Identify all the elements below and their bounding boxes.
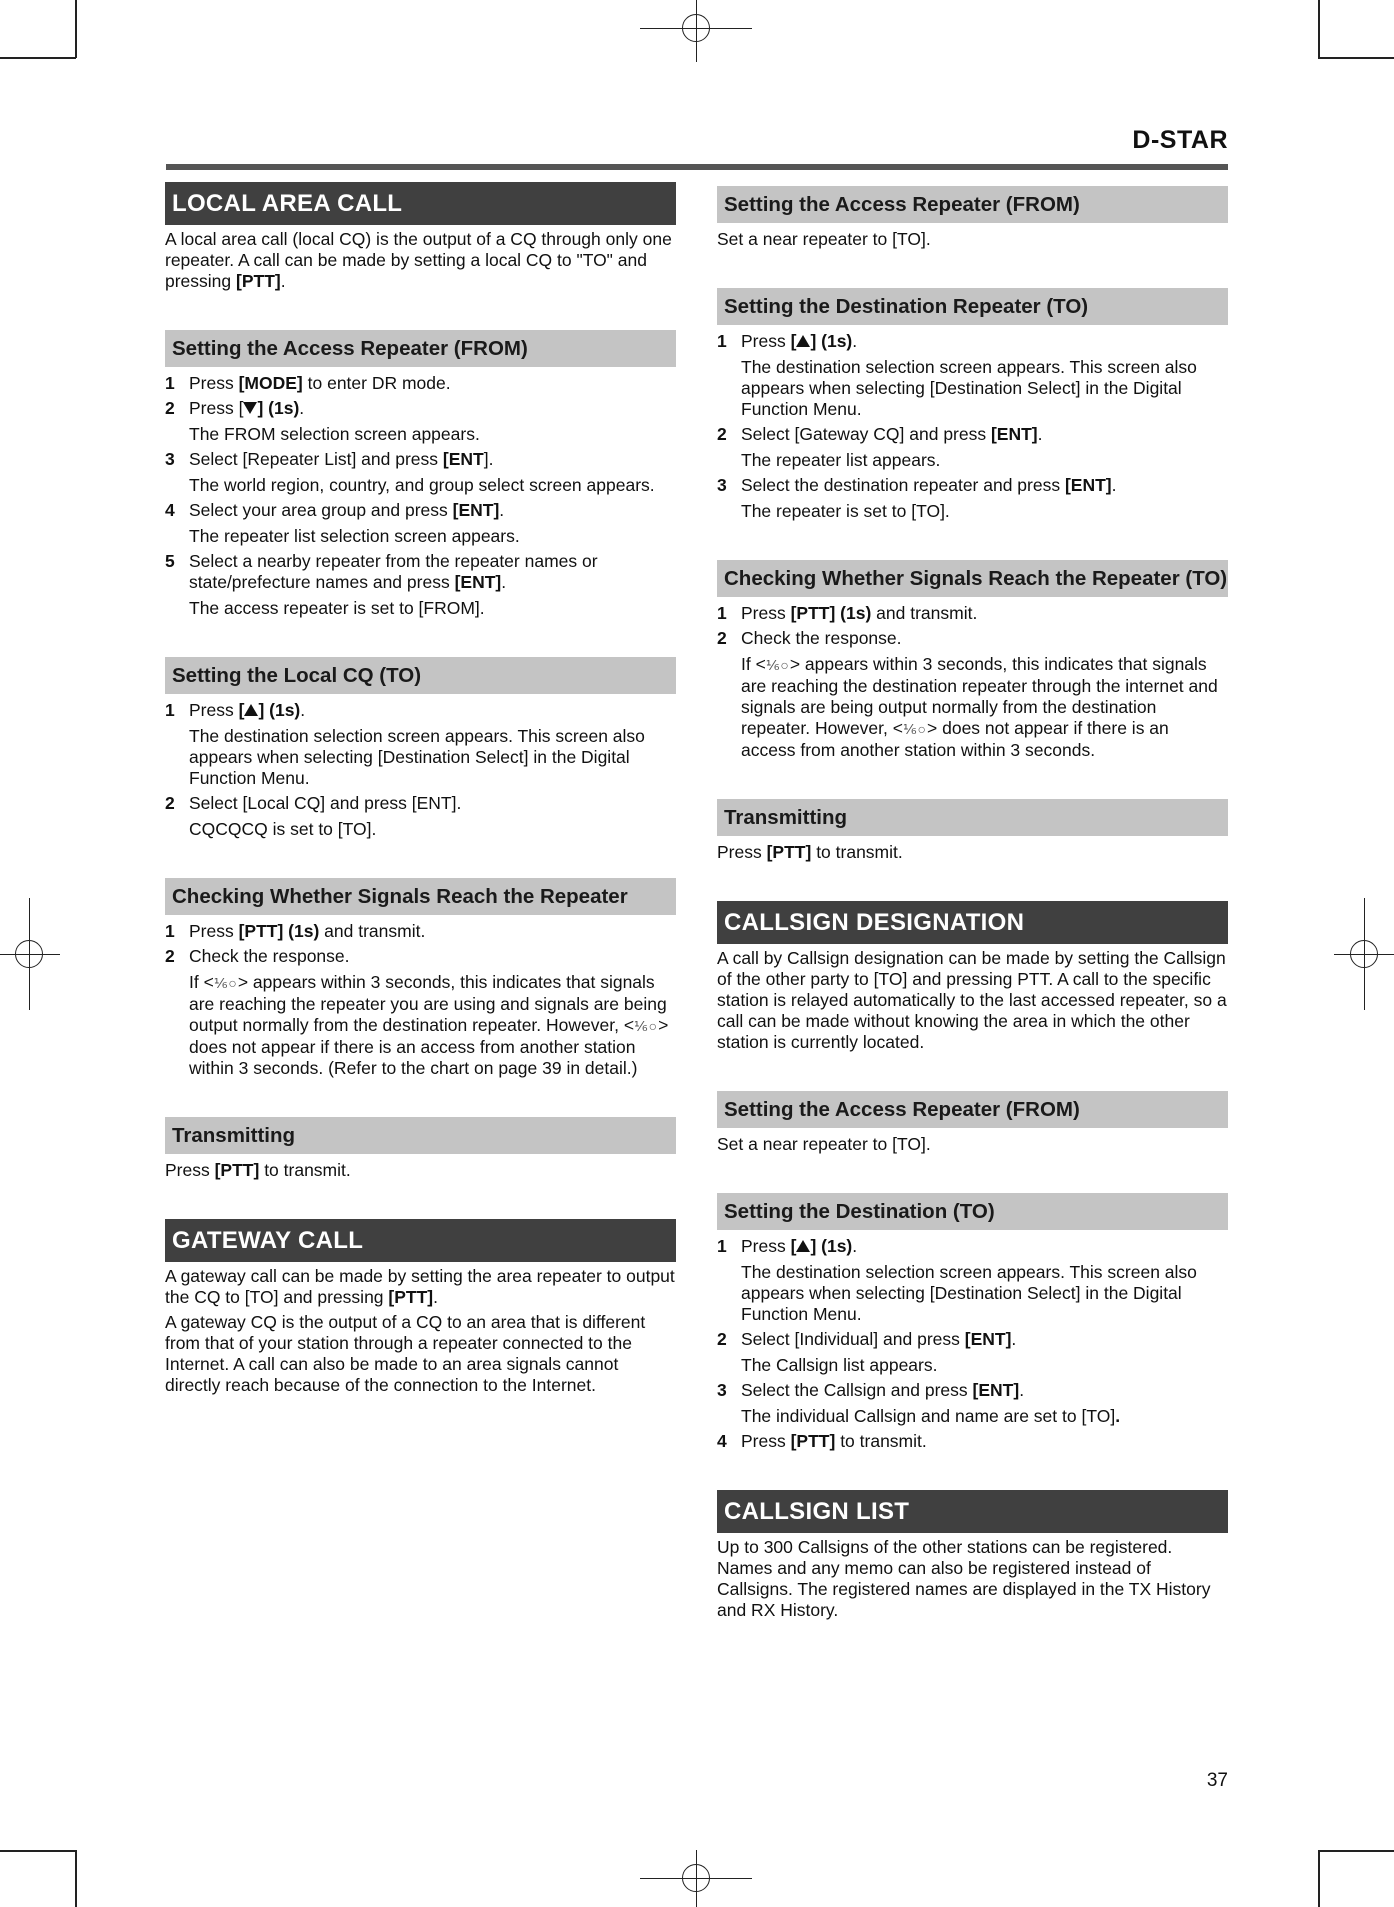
section-gateway-call: [165, 1219, 676, 1396]
section-callsign-list: [717, 1490, 1228, 1621]
step: 1 Press [ ] (1s). The destination selection screen appears. This screen also appears when selecting [Destination Select] in the Digital Function Menu.: [165, 700, 645, 788]
section-transmitting: [165, 1117, 676, 1181]
section-destination: [717, 1193, 1228, 1452]
signal-indicator-icon: ⅙○: [634, 1018, 659, 1034]
section-heading: CALLSIGN LIST: [717, 1490, 1228, 1533]
section-transmitting-right: [717, 799, 1228, 863]
section-text: Set a near repeater to [TO].: [717, 1134, 931, 1154]
section-callsign-designation: [717, 901, 1228, 1053]
step: 1 Press [ ] (1s). The destination selection screen appears. This screen also appears when selecting [Destination Select] in the Digital Function Menu.: [717, 1236, 1197, 1324]
step: 2 Check the response. If <⅙○> appears within 3 seconds, this indicates that signals are reaching the destination repeater through the internet and signals are being output normally from the destination repeater. However, <⅙○> does not appear if there is an access from another station within 3 seconds.: [717, 628, 1218, 760]
section-local-area-call: [165, 182, 676, 292]
section-access-repeater-2: [717, 1091, 1228, 1155]
step: 2 Press [ ] (1s). The FROM selection screen appears.: [165, 398, 480, 444]
step: 3 Select the destination repeater and press [ENT]. The repeater is set to [TO].: [717, 475, 1117, 521]
section-heading: CALLSIGN DESIGNATION: [717, 901, 1228, 944]
step: 3 Select the Callsign and press [ENT]. The individual Callsign and name are set to [TO].: [717, 1380, 1121, 1426]
step: 2 Check the response. If <⅙○> appears within 3 seconds, this indicates that signals are reaching the repeater you are using and signals are being output normally from the destination repeater. However, <⅙○> does not appear if there is an access from another station within 3 seconds. (Refer to the chart on page 39 in detail.): [165, 946, 669, 1078]
section-check-signals-to: [717, 560, 1228, 761]
step: 4 Select your area group and press [ENT]. The repeater list selection screen appears.: [165, 500, 520, 546]
up-arrow-key-icon: [796, 335, 810, 347]
section-check-signals: [165, 878, 676, 1079]
subsection-heading: Setting the Access Repeater (FROM): [717, 186, 1228, 223]
header-rule: [166, 164, 1228, 170]
section-text: A gateway CQ is the output of a CQ to an area that is different from that of your station through a repeater connected to the Internet. A call can also be made to an area signals cannot directly reach because of the connection to the Internet.: [165, 1312, 646, 1395]
step: 1 Press [PTT] (1s) and transmit.: [165, 921, 426, 941]
subsection-heading: Setting the Destination (TO): [717, 1193, 1228, 1230]
signal-indicator-icon: ⅙○: [765, 657, 790, 673]
section-heading: GATEWAY CALL: [165, 1219, 676, 1262]
down-arrow-key-icon: [243, 402, 257, 414]
step-list: [717, 1236, 1228, 1452]
section-text: A gateway call can be made by setting the area repeater to output the CQ to [TO] and pressing [PTT].: [165, 1266, 675, 1307]
section-text: A local area call (local CQ) is the output of a CQ through only one repeater. A call can be made by setting a local CQ to "TO" and pressing [PTT].: [165, 229, 672, 291]
subsection-heading: Setting the Destination Repeater (TO): [717, 288, 1228, 325]
step: 2 Select [Gateway CQ] and press [ENT]. The repeater list appears.: [717, 424, 1043, 470]
up-arrow-key-icon: [244, 704, 258, 716]
section-text: Set a near repeater to [TO].: [717, 229, 931, 249]
step: 4 Press [PTT] to transmit.: [717, 1431, 927, 1451]
right-column: [717, 186, 1228, 1637]
up-arrow-key-icon: [796, 1240, 810, 1252]
step: 1 Press [PTT] (1s) and transmit.: [717, 603, 978, 623]
page-number: 37: [1206, 1770, 1228, 1791]
left-column: [165, 182, 676, 1412]
step: 2 Select [Individual] and press [ENT]. The Callsign list appears.: [717, 1329, 1017, 1375]
section-access-repeater: [165, 330, 676, 619]
step-list: [165, 921, 676, 1079]
section-text: Up to 300 Callsigns of the other stations can be registered. Names and any memo can also be registered instead of Callsigns. The registered names are displayed in the TX History and RX History.: [717, 1537, 1211, 1620]
step-list: [165, 700, 676, 840]
step-list: [717, 603, 1228, 761]
signal-indicator-icon: ⅙○: [213, 975, 238, 991]
step: 3 Select [Repeater List] and press [ENT]. The world region, country, and group select screen appears.: [165, 449, 655, 495]
section-access-repeater-right: [717, 186, 1228, 250]
section-text: Press [PTT] to transmit.: [717, 842, 903, 862]
subsection-heading: Transmitting: [717, 799, 1228, 836]
section-text: Press [PTT] to transmit.: [165, 1160, 351, 1180]
signal-indicator-icon: ⅙○: [902, 721, 928, 737]
page-header-title: D-STAR: [1132, 126, 1228, 154]
step-list: [717, 331, 1228, 522]
subsection-heading: Checking Whether Signals Reach the Repeater (TO): [717, 560, 1228, 597]
subsection-heading: Setting the Access Repeater (FROM): [165, 330, 676, 367]
section-heading: LOCAL AREA CALL: [165, 182, 676, 225]
subsection-heading: Setting the Access Repeater (FROM): [717, 1091, 1228, 1128]
subsection-heading: Transmitting: [165, 1117, 676, 1154]
step: 5 Select a nearby repeater from the repeater names or state/prefecture names and press [ENT]. The access repeater is set to [FROM].: [165, 551, 598, 618]
step-list: [165, 373, 676, 619]
step: 1 Press [MODE] to enter DR mode.: [165, 373, 451, 393]
subsection-heading: Setting the Local CQ (TO): [165, 657, 676, 694]
step: 1 Press [ ] (1s). The destination selection screen appears. This screen also appears when selecting [Destination Select] in the Digital Function Menu.: [717, 331, 1197, 419]
subsection-heading: Checking Whether Signals Reach the Repeater: [165, 878, 676, 915]
step: 2 Select [Local CQ] and press [ENT]. CQCQCQ is set to [TO].: [165, 793, 462, 839]
section-local-cq: [165, 657, 676, 840]
section-text: A call by Callsign designation can be made by setting the Callsign of the other party to [TO] and pressing PTT. A call to the specific station is relayed automatically to the last accessed repeater, so a call can be made without knowing the area in which the other station is currently located.: [717, 948, 1227, 1052]
section-destination-repeater: [717, 288, 1228, 522]
